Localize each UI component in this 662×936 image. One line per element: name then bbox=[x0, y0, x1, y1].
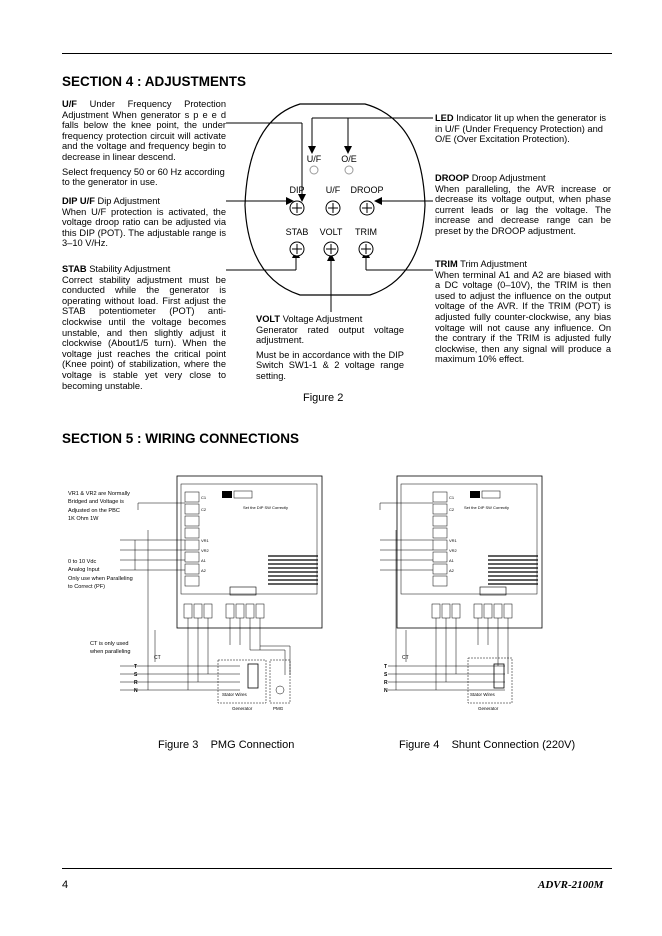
heatsink bbox=[268, 556, 318, 584]
figure2-panel bbox=[0, 0, 662, 400]
note-vr-line: Bridged and Voltage is bbox=[68, 499, 124, 506]
term-a1: A1 bbox=[449, 558, 454, 563]
term-a1: A1 bbox=[201, 558, 206, 563]
volt-body2: Must be in accordance with the DIP Switch SW1-1 & 2 voltage range setting. bbox=[256, 349, 404, 381]
term-vr2: VR2 bbox=[449, 548, 457, 553]
dip-body: When U/F protection is activated, the voltage droop ratio can be adjusted via this DIP (POT). The adjustable range is 3–10 V/Hz. bbox=[62, 206, 226, 249]
volt-term: VOLT bbox=[256, 314, 281, 324]
label-stab: STAB bbox=[285, 227, 309, 237]
term-vr2: VR2 bbox=[201, 548, 209, 553]
pot-uf-icon[interactable] bbox=[326, 201, 340, 215]
led-label-uf: U/F bbox=[306, 154, 322, 164]
led-label-oe: O/E bbox=[341, 154, 357, 164]
note-ct-line: when paralleling bbox=[90, 649, 131, 656]
ct-label: CT bbox=[402, 655, 409, 661]
term-vr1: VR1 bbox=[201, 538, 209, 543]
terminal-strip-bottom bbox=[432, 604, 512, 618]
generator-label: Generator bbox=[478, 706, 499, 711]
stab-heading: Stability Adjustment bbox=[89, 264, 171, 274]
figure3-diagram bbox=[0, 470, 340, 720]
pot-droop-icon[interactable] bbox=[360, 201, 374, 215]
term-vr1: VR1 bbox=[449, 538, 457, 543]
stator-coil-icon bbox=[248, 664, 258, 688]
panel-outline bbox=[245, 104, 425, 295]
uf-term: U/F bbox=[62, 99, 77, 109]
pmg-box bbox=[270, 660, 290, 703]
volt-body: Generator rated output voltage adjustment. bbox=[256, 324, 404, 346]
dip-note: Set the DIP SW Correctly bbox=[464, 505, 510, 510]
phase-s: S bbox=[134, 672, 138, 678]
uf-body1: Adjustment When generator bbox=[62, 109, 181, 120]
dip-switch-bank bbox=[234, 491, 252, 498]
phase-r: R bbox=[134, 680, 138, 686]
note-vr-line: 1K Ohm 1W bbox=[68, 516, 99, 523]
phase-r: R bbox=[384, 680, 388, 686]
arrow-led-a bbox=[308, 146, 316, 154]
arrow-led-b bbox=[344, 146, 352, 154]
stator-label: Stator Wires bbox=[222, 692, 247, 697]
avr-outline bbox=[397, 476, 542, 628]
figure3-caption: Figure 3 PMG Connection bbox=[158, 739, 295, 751]
avr-inner bbox=[401, 484, 537, 594]
uf-speed: s p e e d bbox=[184, 109, 226, 120]
term-c2: C2 bbox=[201, 507, 207, 512]
pot-trim-icon[interactable] bbox=[359, 242, 373, 256]
arrow-uf bbox=[298, 194, 306, 202]
terminal-strip-left bbox=[433, 492, 447, 586]
term-a2: A2 bbox=[449, 568, 454, 573]
label-volt: VOLT bbox=[319, 227, 343, 237]
dip-term: DIP U/F bbox=[62, 196, 95, 206]
led-uf-icon bbox=[310, 166, 318, 174]
page-number: 4 bbox=[62, 879, 69, 891]
term-a2: A2 bbox=[201, 568, 206, 573]
note-vr-line: VR1 & VR2 are Normally bbox=[68, 491, 130, 497]
note-ct-line: CT is only used bbox=[90, 641, 129, 647]
note-analog-line: Analog Input bbox=[68, 567, 100, 574]
pmg-icon bbox=[276, 686, 284, 694]
droop-body: When paralleling, the AVR increase or decrease its voltage output, when phase current leads or lag the voltage. The increase and decrease range can be preset by the DROOP adjustment. bbox=[435, 183, 611, 236]
dip-switch-icon bbox=[470, 491, 480, 498]
ct-label: CT bbox=[154, 655, 161, 661]
footer-rule bbox=[62, 868, 612, 869]
arrow-droop bbox=[374, 197, 382, 205]
droop-heading: Droop Adjustment bbox=[471, 173, 546, 183]
wiring bbox=[120, 503, 290, 690]
terminal-strip-left bbox=[185, 492, 199, 586]
stab-body: Correct stability adjustment must be conducted while the generator is operating without load. First adjust the STAB potentiometer (POT) anti-clockwise until the voltage becomes unstable, and then slightly adjust it clockwise (About1/5 turn). When the voltage just reaches the critical point (Knee point) of stabilization, where the voltage is stable yet very close to becoming unstable. bbox=[62, 274, 226, 391]
term-c2: C2 bbox=[449, 507, 455, 512]
phase-n: N bbox=[384, 688, 388, 694]
pot-dip-icon[interactable] bbox=[290, 201, 304, 215]
stab-term: STAB bbox=[62, 264, 87, 274]
figure2-caption: Figure 2 bbox=[303, 392, 344, 404]
label-trim: TRIM bbox=[355, 227, 377, 237]
dip-heading: Dip Adjustment bbox=[97, 196, 161, 206]
pot-volt-icon[interactable] bbox=[324, 242, 338, 256]
heatsink bbox=[488, 556, 538, 584]
led-oe-icon bbox=[345, 166, 353, 174]
phase-s: S bbox=[384, 672, 388, 678]
figure4-diagram bbox=[340, 470, 590, 720]
label-uf: U/F bbox=[325, 185, 341, 195]
section4-title: SECTION 4 : ADJUSTMENTS bbox=[62, 74, 247, 89]
volt-heading: Voltage Adjustment bbox=[282, 314, 363, 324]
led-body: Indicator lit up when the generator is in U/F (Under Frequency Protection) and O/E (Over Excitation Protection). bbox=[435, 113, 607, 145]
trim-body: When terminal A1 and A2 are biased with a DC voltage (0–10V), the TRIM is then used to adjust the influence on the output voltage of the AVR. If the TRIM (POT) is adjusted fully counter-clockwise, any bias voltage will not cause any influence. On the contrary if the TRIM is adjusted fully clockwise, then any signal will produce a maximum 10% effect. bbox=[435, 269, 611, 365]
model-name: ADVR-2100M bbox=[538, 879, 604, 891]
note-analog-line: Only use when Paralleling bbox=[68, 575, 133, 582]
uf-body2: falls below the knee point, the under frequency protection circuit will activate and the voltage and frequency begin to decrease in linear descend. bbox=[62, 120, 226, 162]
note-vr-line: Adjusted on the PBC bbox=[68, 507, 120, 514]
term-c1: C1 bbox=[449, 495, 455, 500]
pot-stab-icon[interactable] bbox=[290, 242, 304, 256]
stator-coil-icon bbox=[494, 664, 504, 688]
figure4-caption: Figure 4 Shunt Connection (220V) bbox=[399, 739, 576, 751]
phase-n: N bbox=[134, 688, 138, 694]
trim-heading: Trim Adjustment bbox=[460, 259, 527, 269]
term-c1: C1 bbox=[201, 495, 207, 500]
label-dip: DIP bbox=[289, 185, 305, 195]
dip-switch-icon bbox=[222, 491, 232, 498]
dip-switch-bank bbox=[482, 491, 500, 498]
led-term: LED bbox=[435, 113, 454, 123]
generator-label: Generator bbox=[232, 706, 253, 711]
droop-term: DROOP bbox=[435, 173, 470, 183]
section5-title: SECTION 5 : WIRING CONNECTIONS bbox=[62, 431, 300, 446]
phase-t: T bbox=[384, 664, 388, 670]
note-analog-line: 0 to 10 Vdc bbox=[68, 559, 97, 565]
uf-heading: Under Frequency Protection bbox=[89, 99, 226, 109]
note-analog-line: to Correct (PF) bbox=[68, 584, 105, 591]
uf-select: Select frequency 50 or 60 Hz according to the generator in use. bbox=[62, 166, 225, 188]
terminal-strip-bottom bbox=[184, 604, 264, 618]
pmg-label: PMG bbox=[273, 706, 284, 711]
trim-term: TRIM bbox=[435, 259, 458, 269]
label-droop: DROOP bbox=[350, 185, 384, 195]
dip-note: Set the DIP SW Correctly bbox=[243, 505, 289, 510]
phase-t: T bbox=[134, 664, 138, 670]
stator-label: Stator Wires bbox=[470, 692, 495, 697]
